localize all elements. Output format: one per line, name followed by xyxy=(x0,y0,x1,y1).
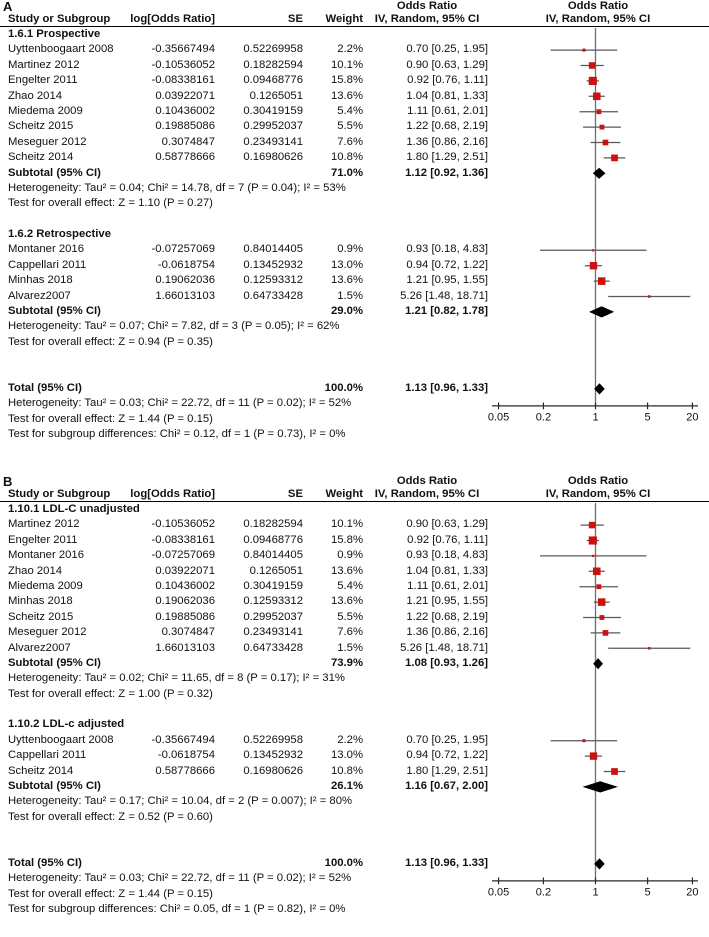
or-ci-text: 0.94 [0.72, 1.22] xyxy=(406,749,488,762)
pooled-label: Subtotal (95% CI) xyxy=(8,656,101,669)
or-column-title: Odds Ratio xyxy=(396,475,458,487)
study-row xyxy=(0,258,709,273)
plot-column-title: Odds Ratio xyxy=(567,475,629,487)
log-odds-ratio-value: 0.19885086 xyxy=(155,610,215,623)
study-name: Alvarez2007 xyxy=(8,641,71,654)
or-ci-text: 1.16 [0.67, 2.00] xyxy=(405,780,488,793)
forest-panel-a xyxy=(0,0,709,462)
blank-row xyxy=(0,702,709,717)
se-value: 0.52269958 xyxy=(243,43,303,56)
blank-row xyxy=(0,212,709,227)
footnote-row xyxy=(0,427,709,442)
log-odds-ratio-value: -0.35667494 xyxy=(151,733,215,746)
or-ci-text: 1.12 [0.92, 1.36] xyxy=(405,166,488,179)
log-odds-ratio-value: 0.03922071 xyxy=(155,564,215,577)
log-odds-ratio-value: 1.66013103 xyxy=(155,641,215,654)
weight-value: 0.9% xyxy=(337,243,363,256)
header-line-2 xyxy=(0,488,709,501)
blank-row xyxy=(0,825,709,840)
weight-value: 2.2% xyxy=(337,43,363,56)
axis-tick-label: 0.05 xyxy=(487,886,510,899)
or-column-subheader: IV, Random, 95% CI xyxy=(374,488,480,500)
axis-tick-label: 0.05 xyxy=(487,411,510,424)
footnote-row xyxy=(0,335,709,350)
axis-tick-label: 20 xyxy=(686,886,699,899)
weight-value: 73.9% xyxy=(330,656,363,669)
total-row xyxy=(0,381,709,396)
plot-column-title: Odds Ratio xyxy=(567,0,629,12)
weight-value: 13.6% xyxy=(330,564,363,577)
or-ci-text: 1.21 [0.95, 1.55] xyxy=(406,274,488,287)
footnote-text: Heterogeneity: Tau² = 0.17; Chi² = 10.04, df = 2 (P = 0.007); I² = 80% xyxy=(8,795,353,808)
weight-value: 7.6% xyxy=(337,626,363,639)
log-odds-ratio-value: 0.58778666 xyxy=(155,151,215,164)
rows-container xyxy=(0,27,709,443)
pooled-label: Subtotal (95% CI) xyxy=(8,305,101,318)
log-odds-ratio-value: -0.35667494 xyxy=(151,43,215,56)
axis-tick-label: 1 xyxy=(592,411,599,424)
study-column-header: Study or Subgroup xyxy=(8,488,111,500)
weight-value: 10.8% xyxy=(330,764,363,777)
weight-value: 5.4% xyxy=(337,579,363,592)
blank-row xyxy=(0,841,709,856)
or-ci-text: 0.93 [0.18, 4.83] xyxy=(406,549,488,562)
study-row xyxy=(0,42,709,57)
blank-row xyxy=(0,350,709,365)
or-ci-text: 0.90 [0.63, 1.29] xyxy=(406,58,488,71)
header-line-1 xyxy=(0,0,709,13)
study-row xyxy=(0,119,709,134)
pooled-label: Total (95% CI) xyxy=(8,381,82,394)
weight-value: 10.1% xyxy=(330,58,363,71)
se-value: 0.16980626 xyxy=(243,151,303,164)
se-value: 0.23493141 xyxy=(243,626,303,639)
se-value: 0.30419159 xyxy=(243,104,303,117)
footnote-text: Test for overall effect: Z = 0.94 (P = 0.35) xyxy=(8,335,213,348)
rows-container xyxy=(0,502,709,918)
se-column-header: SE xyxy=(287,13,303,25)
log-odds-ratio-value: 0.10436002 xyxy=(155,579,215,592)
or-ci-text: 0.90 [0.63, 1.29] xyxy=(406,518,488,531)
study-name: Scheitz 2015 xyxy=(8,120,74,133)
weight-value: 15.8% xyxy=(330,533,363,546)
footnote-text: Test for overall effect: Z = 1.10 (P = 0.27) xyxy=(8,197,213,210)
se-value: 0.13452932 xyxy=(243,258,303,271)
subgroup-title: 1.6.1 Prospective xyxy=(8,28,101,40)
log-odds-ratio-value: 0.19885086 xyxy=(155,120,215,133)
study-name: Martinez 2012 xyxy=(8,58,80,71)
footnote-row xyxy=(0,902,709,917)
footnote-row xyxy=(0,196,709,211)
weight-value: 2.2% xyxy=(337,733,363,746)
footnote-row xyxy=(0,319,709,334)
study-name: Minhas 2018 xyxy=(8,274,73,287)
weight-value: 5.4% xyxy=(337,104,363,117)
footnote-row xyxy=(0,794,709,809)
footnote-text: Heterogeneity: Tau² = 0.07; Chi² = 7.82, df = 3 (P = 0.05); I² = 62% xyxy=(8,320,340,333)
study-name: Engelter 2011 xyxy=(8,533,78,546)
weight-value: 1.5% xyxy=(337,289,363,302)
footnote-row xyxy=(0,396,709,411)
pooled-label: Subtotal (95% CI) xyxy=(8,166,101,179)
pooled-label: Total (95% CI) xyxy=(8,856,82,869)
weight-value: 100.0% xyxy=(324,381,363,394)
plot-column-subheader: IV, Random, 95% CI xyxy=(545,13,651,25)
se-value: 0.1265051 xyxy=(249,564,303,577)
or-ci-text: 1.21 [0.95, 1.55] xyxy=(406,595,488,608)
weight-value: 26.1% xyxy=(330,780,363,793)
logor-column-header: log[Odds Ratio] xyxy=(130,488,215,500)
study-name: Cappellari 2011 xyxy=(8,258,87,271)
footnote-row xyxy=(0,687,709,702)
footnote-text: Test for overall effect: Z = 1.00 (P = 0.32) xyxy=(8,687,213,700)
study-name: Martinez 2012 xyxy=(8,518,80,531)
blank-row xyxy=(0,366,709,381)
subgroup-title: 1.6.2 Retrospective xyxy=(8,228,111,241)
log-odds-ratio-value: -0.0618754 xyxy=(157,258,215,271)
or-ci-text: 1.08 [0.93, 1.26] xyxy=(405,656,488,669)
or-ci-text: 0.70 [0.25, 1.95] xyxy=(406,733,488,746)
or-ci-text: 1.13 [0.96, 1.33] xyxy=(405,856,488,869)
or-column-subheader: IV, Random, 95% CI xyxy=(374,13,480,25)
footnote-text: Heterogeneity: Tau² = 0.04; Chi² = 14.78, df = 7 (P = 0.04); I² = 53% xyxy=(8,181,346,194)
or-ci-text: 1.13 [0.96, 1.33] xyxy=(405,381,488,394)
se-value: 0.1265051 xyxy=(249,89,303,102)
or-ci-text: 0.94 [0.72, 1.22] xyxy=(406,258,488,271)
pooled-label: Subtotal (95% CI) xyxy=(8,780,101,793)
se-value: 0.12593312 xyxy=(243,274,303,287)
or-ci-text: 0.92 [0.76, 1.11] xyxy=(407,74,488,87)
study-name: Minhas 2018 xyxy=(8,595,73,608)
study-name: Uyttenboogaart 2008 xyxy=(8,733,114,746)
se-column-header: SE xyxy=(287,488,303,500)
or-ci-text: 1.22 [0.68, 2.19] xyxy=(406,120,488,133)
study-row xyxy=(0,641,709,656)
axis-tick-label: 0.2 xyxy=(535,886,552,899)
weight-value: 7.6% xyxy=(337,135,363,148)
or-ci-text: 1.36 [0.86, 2.16] xyxy=(406,135,488,148)
or-ci-text: 5.26 [1.48, 18.71] xyxy=(400,289,488,302)
footnote-row xyxy=(0,412,709,427)
log-odds-ratio-value: 0.3074847 xyxy=(161,626,215,639)
or-ci-text: 1.36 [0.86, 2.16] xyxy=(406,626,488,639)
study-row xyxy=(0,564,709,579)
axis-tick-label: 20 xyxy=(686,411,699,424)
study-row xyxy=(0,73,709,88)
se-value: 0.16980626 xyxy=(243,764,303,777)
or-ci-text: 1.80 [1.29, 2.51] xyxy=(406,764,488,777)
se-value: 0.18282594 xyxy=(243,58,303,71)
weight-value: 10.1% xyxy=(330,518,363,531)
study-row xyxy=(0,104,709,119)
study-row xyxy=(0,135,709,150)
log-odds-ratio-value: -0.10536052 xyxy=(151,518,215,531)
plot-column-subheader: IV, Random, 95% CI xyxy=(545,488,651,500)
weight-value: 13.6% xyxy=(330,595,363,608)
log-odds-ratio-value: -0.07257069 xyxy=(151,549,215,562)
or-ci-text: 1.80 [1.29, 2.51] xyxy=(406,151,488,164)
log-odds-ratio-value: 0.19062036 xyxy=(155,274,215,287)
subgroup-header-row xyxy=(0,502,709,517)
footnote-row xyxy=(0,871,709,886)
study-name: Montaner 2016 xyxy=(8,549,84,562)
or-column-title: Odds Ratio xyxy=(396,0,458,12)
study-row xyxy=(0,533,709,548)
log-odds-ratio-value: 0.03922071 xyxy=(155,89,215,102)
weight-value: 5.5% xyxy=(337,120,363,133)
subgroup-header-row xyxy=(0,227,709,242)
log-odds-ratio-value: -0.08338161 xyxy=(151,533,215,546)
weight-value: 0.9% xyxy=(337,549,363,562)
footnote-text: Test for subgroup differences: Chi² = 0.05, df = 1 (P = 0.82), I² = 0% xyxy=(8,903,346,916)
se-value: 0.64733428 xyxy=(243,289,303,302)
se-value: 0.64733428 xyxy=(243,641,303,654)
log-odds-ratio-value: 0.3074847 xyxy=(161,135,215,148)
se-value: 0.12593312 xyxy=(243,595,303,608)
log-odds-ratio-value: -0.0618754 xyxy=(157,749,215,762)
weight-value: 13.6% xyxy=(330,89,363,102)
study-name: Engelter 2011 xyxy=(8,74,78,87)
panel-b-label: B xyxy=(3,474,13,489)
footnote-text: Test for overall effect: Z = 1.44 (P = 0.15) xyxy=(8,887,213,900)
weight-value: 5.5% xyxy=(337,610,363,623)
subtotal-row xyxy=(0,779,709,794)
footnote-row xyxy=(0,810,709,825)
or-ci-text: 0.92 [0.76, 1.11] xyxy=(407,533,488,546)
footnote-row xyxy=(0,181,709,196)
study-row xyxy=(0,733,709,748)
study-row xyxy=(0,242,709,257)
footnote-text: Test for overall effect: Z = 0.52 (P = 0.60) xyxy=(8,810,213,823)
study-name: Scheitz 2014 xyxy=(8,151,74,164)
subgroup-header-row xyxy=(0,717,709,732)
axis-tick-label: 5 xyxy=(644,411,651,424)
se-value: 0.29952037 xyxy=(243,610,303,623)
footnote-text: Heterogeneity: Tau² = 0.03; Chi² = 22.72, df = 11 (P = 0.02); I² = 52% xyxy=(8,872,352,885)
weight-column-header: Weight xyxy=(325,13,363,25)
study-name: Montaner 2016 xyxy=(8,243,84,256)
footnote-text: Test for subgroup differences: Chi² = 0.12, df = 1 (P = 0.73), I² = 0% xyxy=(8,428,346,441)
study-row xyxy=(0,625,709,640)
or-ci-text: 0.93 [0.18, 4.83] xyxy=(406,243,488,256)
study-row xyxy=(0,594,709,609)
axis-tick-label: 5 xyxy=(644,886,651,899)
or-ci-text: 1.04 [0.81, 1.33] xyxy=(406,564,488,577)
footnote-row xyxy=(0,671,709,686)
footnote-text: Heterogeneity: Tau² = 0.02; Chi² = 11.65, df = 8 (P = 0.17); I² = 31% xyxy=(8,672,345,685)
study-name: Alvarez2007 xyxy=(8,289,71,302)
study-name: Meseguer 2012 xyxy=(8,626,87,639)
se-value: 0.13452932 xyxy=(243,749,303,762)
weight-value: 29.0% xyxy=(330,305,363,318)
log-odds-ratio-value: 0.58778666 xyxy=(155,764,215,777)
study-row xyxy=(0,579,709,594)
se-value: 0.29952037 xyxy=(243,120,303,133)
weight-column-header: Weight xyxy=(325,488,363,500)
or-ci-text: 0.70 [0.25, 1.95] xyxy=(406,43,488,56)
subtotal-row xyxy=(0,166,709,181)
study-row xyxy=(0,289,709,304)
or-ci-text: 1.11 [0.61, 2.01] xyxy=(407,104,488,117)
weight-value: 13.6% xyxy=(330,274,363,287)
log-odds-ratio-value: -0.08338161 xyxy=(151,74,215,87)
weight-value: 71.0% xyxy=(330,166,363,179)
se-value: 0.18282594 xyxy=(243,518,303,531)
se-value: 0.23493141 xyxy=(243,135,303,148)
se-value: 0.84014405 xyxy=(243,549,303,562)
study-name: Miedema 2009 xyxy=(8,579,83,592)
study-name: Miedema 2009 xyxy=(8,104,83,117)
subgroup-title: 1.10.1 LDL-C unadjusted xyxy=(8,503,140,515)
log-odds-ratio-value: 1.66013103 xyxy=(155,289,215,302)
or-ci-text: 1.21 [0.82, 1.78] xyxy=(405,305,488,318)
or-ci-text: 5.26 [1.48, 18.71] xyxy=(400,641,488,654)
log-odds-ratio-value: -0.10536052 xyxy=(151,58,215,71)
weight-value: 13.0% xyxy=(330,258,363,271)
column-header xyxy=(0,475,709,502)
or-ci-text: 1.11 [0.61, 2.01] xyxy=(407,579,488,592)
weight-value: 13.0% xyxy=(330,749,363,762)
subgroup-header-row xyxy=(0,27,709,42)
header-line-1 xyxy=(0,475,709,488)
study-row xyxy=(0,610,709,625)
subgroup-title: 1.10.2 LDL-c adjusted xyxy=(8,718,125,731)
panel-a-label: A xyxy=(3,0,13,14)
study-row xyxy=(0,764,709,779)
or-ci-text: 1.22 [0.68, 2.19] xyxy=(406,610,488,623)
log-odds-ratio-value: 0.10436002 xyxy=(155,104,215,117)
study-name: Cappellari 2011 xyxy=(8,749,87,762)
study-name: Meseguer 2012 xyxy=(8,135,87,148)
log-odds-ratio-value: -0.07257069 xyxy=(151,243,215,256)
header-line-2 xyxy=(0,13,709,26)
footnote-row xyxy=(0,887,709,902)
se-value: 0.09468776 xyxy=(243,533,303,546)
study-name: Zhao 2014 xyxy=(8,89,63,102)
se-value: 0.52269958 xyxy=(243,733,303,746)
subtotal-row xyxy=(0,656,709,671)
weight-value: 15.8% xyxy=(330,74,363,87)
weight-value: 1.5% xyxy=(337,641,363,654)
study-column-header: Study or Subgroup xyxy=(8,13,111,25)
logor-column-header: log[Odds Ratio] xyxy=(130,13,215,25)
footnote-text: Heterogeneity: Tau² = 0.03; Chi² = 22.72, df = 11 (P = 0.02); I² = 52% xyxy=(8,397,352,410)
se-value: 0.84014405 xyxy=(243,243,303,256)
total-row xyxy=(0,856,709,871)
axis-tick-label: 0.2 xyxy=(535,411,552,424)
footnote-text: Test for overall effect: Z = 1.44 (P = 0.15) xyxy=(8,412,213,425)
study-row xyxy=(0,150,709,165)
weight-value: 100.0% xyxy=(324,856,363,869)
study-name: Scheitz 2014 xyxy=(8,764,74,777)
study-name: Scheitz 2015 xyxy=(8,610,74,623)
study-row xyxy=(0,89,709,104)
axis-tick-label: 1 xyxy=(592,886,599,899)
se-value: 0.09468776 xyxy=(243,74,303,87)
study-row xyxy=(0,548,709,563)
study-row xyxy=(0,58,709,73)
forest-panel-b xyxy=(0,475,709,937)
study-row xyxy=(0,517,709,532)
se-value: 0.30419159 xyxy=(243,579,303,592)
study-name: Uyttenboogaart 2008 xyxy=(8,43,114,56)
weight-value: 10.8% xyxy=(330,151,363,164)
column-header xyxy=(0,0,709,27)
study-row xyxy=(0,748,709,763)
subtotal-row xyxy=(0,304,709,319)
study-row xyxy=(0,273,709,288)
or-ci-text: 1.04 [0.81, 1.33] xyxy=(406,89,488,102)
study-name: Zhao 2014 xyxy=(8,564,63,577)
log-odds-ratio-value: 0.19062036 xyxy=(155,595,215,608)
